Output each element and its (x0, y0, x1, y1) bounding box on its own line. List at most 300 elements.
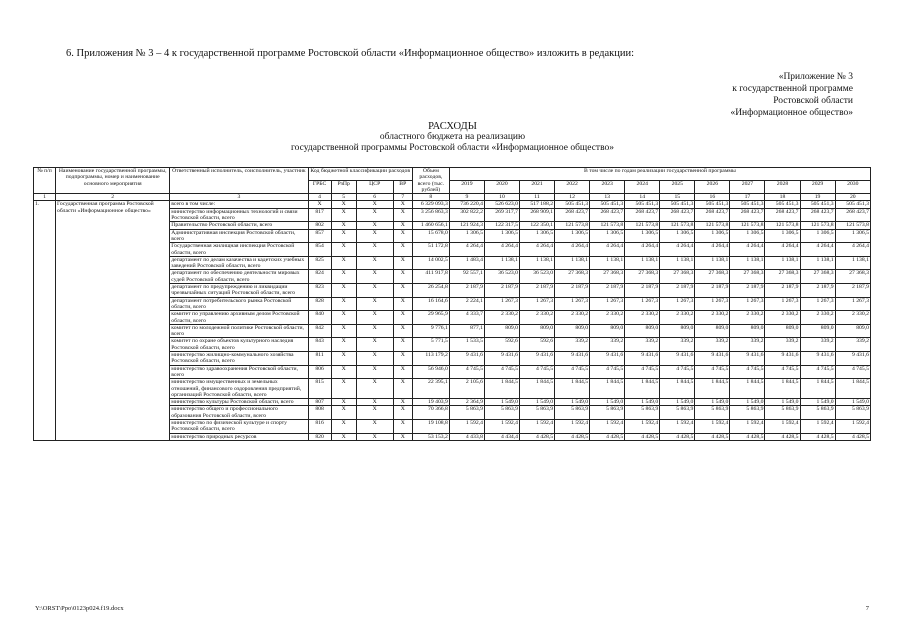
cell-rzpr: X (331, 406, 356, 420)
cell-vr: X (393, 365, 412, 379)
cell-year-value: 4 745,5 (730, 365, 765, 379)
cell-year-value: 1 306,5 (835, 229, 870, 243)
cell-year-value: 121 573,8 (765, 222, 800, 229)
cell-year-value: 339,2 (555, 338, 590, 352)
header-total: Объем расходов, всего (тыс. рублей) (412, 168, 449, 194)
cell-vr: X (393, 419, 412, 433)
cell-year-value: 9 431,6 (449, 352, 484, 366)
cell-vr: X (393, 201, 412, 208)
column-number: 16 (695, 194, 730, 201)
cell-grbs: 842 (308, 324, 331, 338)
column-number: 13 (590, 194, 625, 201)
cell-year-value: 4 428,5 (555, 433, 590, 440)
cell-year-value: 1 267,3 (555, 297, 590, 311)
cell-grbs: 802 (308, 222, 331, 229)
responsible-executor: департамент по обеспечению деятельности мировых судей Ростовской области, всего (170, 270, 308, 284)
cell-csr: X (356, 284, 393, 298)
cell-year-value: 4 428,5 (695, 433, 730, 440)
header-year: 2029 (800, 181, 835, 194)
header-year: 2023 (590, 181, 625, 194)
cell-year-value: 121 573,8 (730, 222, 765, 229)
cell-vr: X (393, 284, 412, 298)
header-year: 2019 (449, 181, 484, 194)
cell-year-value: 9 431,6 (660, 352, 695, 366)
cell-year-value: 5 863,9 (765, 406, 800, 420)
cell-year-value: 9 431,6 (625, 352, 660, 366)
cell-year-value: 1 844,5 (695, 379, 730, 399)
cell-year-value: 27 368,3 (625, 270, 660, 284)
cell-year-value: 5 863,9 (660, 406, 695, 420)
header-year: 2024 (625, 181, 660, 194)
cell-csr: X (356, 256, 393, 270)
cell-rzpr: X (331, 379, 356, 399)
cell-total: 3 256 863,3 (412, 208, 449, 222)
cell-year-value: 1 592,4 (484, 419, 519, 433)
cell-year-value: 809,0 (730, 324, 765, 338)
program-name: Государственная программа Ростовской области «Информационное общество» (56, 201, 170, 440)
cell-vr: X (393, 243, 412, 257)
cell-year-value: 2 224,1 (449, 297, 484, 311)
cell-year-value: 4 428,5 (520, 433, 555, 440)
cell-year-value: 4 264,4 (484, 243, 519, 257)
cell-year-value: 1 267,3 (625, 297, 660, 311)
cell-year-value: 122 317,5 (484, 222, 519, 229)
cell-csr: X (356, 324, 393, 338)
column-number: 10 (484, 194, 519, 201)
cell-year-value: 505 451,3 (555, 201, 590, 208)
cell-total: 411 917,8 (412, 270, 449, 284)
cell-year-value: 1 844,5 (484, 379, 519, 399)
header-code-group: Код бюджетной классификации расходов (308, 168, 412, 181)
responsible-executor: Государственная жилищная инспекция Ростовской области, всего (170, 243, 308, 257)
cell-rzpr: X (331, 284, 356, 298)
cell-year-value: 5 863,9 (730, 406, 765, 420)
cell-year-value: 1 592,4 (625, 419, 660, 433)
appendix-header (633, 71, 853, 119)
cell-total: 22 395,1 (412, 379, 449, 399)
cell-year-value: 9 431,6 (590, 352, 625, 366)
cell-year-value: 736 220,4 (449, 201, 484, 208)
cell-year-value: 9 431,6 (555, 352, 590, 366)
cell-year-value: 1 549,0 (520, 399, 555, 406)
cell-csr: X (356, 222, 393, 229)
cell-year-value: 2 330,2 (695, 311, 730, 325)
cell-year-value: 1 267,3 (660, 297, 695, 311)
document-title (0, 121, 905, 154)
cell-year-value: 2 330,2 (520, 311, 555, 325)
header-vr: ВР (393, 181, 412, 194)
responsible-executor: министерство общего и профессионального образования Ростовской области, всего (170, 406, 308, 420)
footer-file-path: Y:\ORST\Ppo\0123p024.f19.docx (35, 605, 124, 612)
cell-year-value: 1 844,5 (555, 379, 590, 399)
cell-year-value: 121 573,8 (660, 222, 695, 229)
cell-year-value: 2 187,9 (555, 284, 590, 298)
cell-year-value: 1 592,4 (660, 419, 695, 433)
cell-year-value: 4 428,5 (765, 433, 800, 440)
cell-year-value: 4 264,4 (449, 243, 484, 257)
cell-year-value: 1 306,5 (484, 229, 519, 243)
responsible-executor: министерство природных ресурсов (170, 433, 308, 440)
cell-year-value: 5 863,9 (800, 406, 835, 420)
cell-year-value: 9 431,6 (484, 352, 519, 366)
cell-vr: X (393, 324, 412, 338)
cell-year-value: 4 264,4 (765, 243, 800, 257)
header-csr: ЦСР (356, 181, 393, 194)
cell-year-value: 1 267,3 (484, 297, 519, 311)
cell-year-value: 339,2 (590, 338, 625, 352)
cell-year-value: 4 264,4 (590, 243, 625, 257)
cell-year-value: 5 863,9 (695, 406, 730, 420)
cell-year-value: 1 138,1 (660, 256, 695, 270)
column-number: 6 (356, 194, 393, 201)
header-responsible: Ответственный исполнитель, соисполнитель, участник (170, 168, 308, 194)
cell-year-value: 809,0 (625, 324, 660, 338)
header-year: 2028 (765, 181, 800, 194)
cell-rzpr: X (331, 433, 356, 440)
cell-grbs: 825 (308, 256, 331, 270)
cell-year-value: 4 745,5 (835, 365, 870, 379)
column-number: 5 (331, 194, 356, 201)
cell-grbs: 807 (308, 399, 331, 406)
cell-year-value: 2 364,9 (449, 399, 484, 406)
cell-year-value: 592,6 (520, 338, 555, 352)
cell-year-value: 92 557,1 (449, 270, 484, 284)
cell-year-value: 1 844,5 (800, 379, 835, 399)
cell-year-value: 4 745,5 (660, 365, 695, 379)
cell-year-value: 121 924,3 (449, 222, 484, 229)
cell-year-value: 1 138,1 (520, 256, 555, 270)
cell-year-value: 268 909,1 (520, 208, 555, 222)
cell-year-value: 268 423,7 (590, 208, 625, 222)
column-number: 17 (730, 194, 765, 201)
cell-year-value: 1 844,5 (590, 379, 625, 399)
cell-year-value: 4 264,4 (660, 243, 695, 257)
cell-grbs: 854 (308, 243, 331, 257)
cell-total: 113 179,2 (412, 352, 449, 366)
cell-vr: X (393, 256, 412, 270)
column-number: 8 (412, 194, 449, 201)
cell-year-value: 4 428,5 (660, 433, 695, 440)
cell-rzpr: X (331, 222, 356, 229)
cell-year-value: 592,6 (484, 338, 519, 352)
cell-year-value: 809,0 (800, 324, 835, 338)
responsible-executor: департамент по делам казачества и кадетских учебных заведений Ростовской области, всего (170, 256, 308, 270)
cell-csr: X (356, 201, 393, 208)
responsible-executor: комитет по охране объектов культурного наследия Ростовской области, всего (170, 338, 308, 352)
cell-year-value: 4 264,4 (835, 243, 870, 257)
cell-year-value: 1 306,5 (660, 229, 695, 243)
cell-year-value: 4 428,5 (625, 433, 660, 440)
header-year: 2022 (555, 181, 590, 194)
cell-year-value: 1 306,5 (449, 229, 484, 243)
cell-year-value: 4 745,5 (800, 365, 835, 379)
cell-year-value: 2 187,9 (800, 284, 835, 298)
cell-grbs: 828 (308, 297, 331, 311)
cell-csr: X (356, 352, 393, 366)
cell-total: 5 771,5 (412, 338, 449, 352)
cell-year-value: 5 863,9 (835, 406, 870, 420)
cell-year-value: 505 451,3 (730, 201, 765, 208)
cell-total: 1 460 656,1 (412, 222, 449, 229)
cell-total: 56 946,0 (412, 365, 449, 379)
cell-vr: X (393, 311, 412, 325)
cell-year-value: 9 431,6 (730, 352, 765, 366)
cell-vr: X (393, 208, 412, 222)
cell-year-value: 1 138,1 (695, 256, 730, 270)
header-year: 2025 (660, 181, 695, 194)
cell-year-value: 268 423,7 (625, 208, 660, 222)
appendix-line: «Приложение № 3 (778, 72, 853, 82)
cell-year-value: 1 267,3 (590, 297, 625, 311)
cell-csr: X (356, 399, 393, 406)
cell-rzpr: X (331, 208, 356, 222)
cell-year-value: 1 592,4 (800, 419, 835, 433)
cell-year-value: 4 264,4 (695, 243, 730, 257)
cell-year-value: 1 138,1 (484, 256, 519, 270)
cell-year-value: 2 187,9 (590, 284, 625, 298)
cell-csr: X (356, 419, 393, 433)
cell-year-value: 9 431,6 (695, 352, 730, 366)
column-number: 1 (34, 194, 56, 201)
cell-year-value: 339,2 (660, 338, 695, 352)
cell-year-value: 268 423,7 (555, 208, 590, 222)
cell-year-value: 4 745,5 (765, 365, 800, 379)
cell-year-value: 268 423,7 (695, 208, 730, 222)
cell-vr: X (393, 229, 412, 243)
cell-year-value: 36 523,0 (484, 270, 519, 284)
cell-grbs: 824 (308, 270, 331, 284)
cell-year-value: 9 431,6 (835, 352, 870, 366)
cell-year-value: 4 745,5 (695, 365, 730, 379)
responsible-executor: министерство жилищно-коммунального хозяйства Ростовской области, всего (170, 352, 308, 366)
cell-year-value: 1 592,4 (765, 419, 800, 433)
column-number: 11 (520, 194, 555, 201)
cell-csr: X (356, 338, 393, 352)
cell-rzpr: X (331, 256, 356, 270)
budget-table (33, 167, 871, 441)
responsible-executor: министерство информационных технологий и связи Ростовской области, всего (170, 208, 308, 222)
cell-year-value: 2 187,9 (765, 284, 800, 298)
cell-year-value: 4 434,4 (484, 433, 519, 440)
cell-total: 6 329 093,3 (412, 201, 449, 208)
cell-rzpr: X (331, 297, 356, 311)
cell-grbs: 806 (308, 365, 331, 379)
cell-rzpr: X (331, 243, 356, 257)
cell-csr: X (356, 365, 393, 379)
cell-year-value: 27 368,3 (555, 270, 590, 284)
column-number: 9 (449, 194, 484, 201)
cell-year-value: 4 433,8 (449, 433, 484, 440)
cell-year-value: 1 549,0 (484, 399, 519, 406)
responsible-executor: департамент по предупреждению и ликвидации чрезвычайных ситуаций Ростовской области, всего (170, 284, 308, 298)
cell-year-value: 809,0 (520, 324, 555, 338)
cell-year-value: 339,2 (730, 338, 765, 352)
cell-rzpr: X (331, 324, 356, 338)
cell-year-value: 268 423,7 (660, 208, 695, 222)
cell-grbs: 840 (308, 311, 331, 325)
cell-year-value: 1 592,4 (449, 419, 484, 433)
column-numbers-row (34, 194, 871, 201)
cell-year-value: 1 844,5 (520, 379, 555, 399)
cell-year-value: 505 451,3 (765, 201, 800, 208)
responsible-executor: министерство имущественных и земельных отношений, финансового оздоровления предприятий, организаций Ростовской области, всего (170, 379, 308, 399)
cell-vr: X (393, 406, 412, 420)
appendix-line: Ростовской области (773, 96, 853, 106)
cell-year-value: 4 264,4 (520, 243, 555, 257)
cell-year-value: 1 267,3 (800, 297, 835, 311)
cell-vr: X (393, 297, 412, 311)
cell-year-value: 4 428,5 (835, 433, 870, 440)
cell-year-value: 2 187,9 (625, 284, 660, 298)
cell-year-value: 27 368,3 (800, 270, 835, 284)
cell-total: 51 172,8 (412, 243, 449, 257)
cell-year-value: 2 187,9 (449, 284, 484, 298)
responsible-executor: комитет по управлению архивным делом Ростовской области, всего (170, 311, 308, 325)
cell-vr: X (393, 352, 412, 366)
cell-year-value: 27 368,3 (730, 270, 765, 284)
cell-year-value: 505 451,3 (695, 201, 730, 208)
cell-year-value: 2 187,9 (835, 284, 870, 298)
cell-year-value: 2 330,2 (555, 311, 590, 325)
cell-year-value: 1 306,5 (520, 229, 555, 243)
responsible-executor: министерство здравоохранения Ростовской области, всего (170, 365, 308, 379)
cell-year-value: 5 863,9 (484, 406, 519, 420)
header-rzpr: РзПр (331, 181, 356, 194)
cell-year-value: 1 592,4 (555, 419, 590, 433)
cell-year-value: 2 330,2 (765, 311, 800, 325)
column-number: 15 (660, 194, 695, 201)
cell-year-value: 4 745,5 (484, 365, 519, 379)
column-number: 20 (835, 194, 870, 201)
cell-year-value: 5 863,9 (520, 406, 555, 420)
cell-csr: X (356, 208, 393, 222)
cell-total: 15 678,0 (412, 229, 449, 243)
cell-year-value: 339,2 (835, 338, 870, 352)
cell-year-value: 1 549,0 (625, 399, 660, 406)
column-number: 3 (170, 194, 308, 201)
cell-year-value: 27 368,3 (695, 270, 730, 284)
cell-vr: X (393, 399, 412, 406)
header-year: 2021 (520, 181, 555, 194)
cell-year-value: 121 573,8 (555, 222, 590, 229)
cell-rzpr: X (331, 365, 356, 379)
cell-year-value: 27 368,3 (660, 270, 695, 284)
cell-grbs: 816 (308, 419, 331, 433)
cell-vr: X (393, 379, 412, 399)
cell-grbs: X (308, 201, 331, 208)
cell-total: 53 153,2 (412, 433, 449, 440)
cell-year-value: 4 745,5 (590, 365, 625, 379)
cell-total: 19 108,8 (412, 419, 449, 433)
responsible-executor: Административная инспекция Ростовской области, всего (170, 229, 308, 243)
cell-year-value: 1 592,4 (835, 419, 870, 433)
cell-csr: X (356, 311, 393, 325)
title-line-3: государственной программы Ростовской области «Информационное общество» (290, 143, 614, 153)
cell-year-value: 27 368,3 (835, 270, 870, 284)
cell-year-value: 517 188,2 (520, 201, 555, 208)
cell-year-value: 1 138,1 (835, 256, 870, 270)
cell-year-value: 1 592,4 (695, 419, 730, 433)
intro-text: 6. Приложения № 3 – 4 к государственной программе Ростовской области «Информационное общество» изложить в редакции: (66, 48, 634, 59)
cell-year-value: 9 431,6 (765, 352, 800, 366)
cell-year-value: 505 451,3 (835, 201, 870, 208)
cell-year-value: 268 423,7 (835, 208, 870, 222)
cell-year-value: 1 483,4 (449, 256, 484, 270)
cell-year-value: 2 330,2 (660, 311, 695, 325)
cell-year-value: 2 330,2 (590, 311, 625, 325)
cell-rzpr: X (331, 419, 356, 433)
cell-rzpr: X (331, 311, 356, 325)
responsible-executor: министерство культуры Ростовской области, всего (170, 399, 308, 406)
cell-rzpr: X (331, 338, 356, 352)
cell-year-value: 2 330,2 (730, 311, 765, 325)
cell-grbs: 817 (308, 208, 331, 222)
cell-year-value: 1 592,4 (520, 419, 555, 433)
header-year: 2026 (695, 181, 730, 194)
column-number: 18 (765, 194, 800, 201)
header-grbs: ГРБС (308, 181, 331, 194)
cell-year-value: 2 187,9 (520, 284, 555, 298)
cell-year-value: 4 264,4 (730, 243, 765, 257)
cell-year-value: 27 368,3 (765, 270, 800, 284)
cell-year-value: 4 264,4 (555, 243, 590, 257)
column-number: 2 (56, 194, 170, 201)
cell-year-value: 121 573,8 (835, 222, 870, 229)
cell-total: 14 002,5 (412, 256, 449, 270)
cell-year-value: 1 138,1 (765, 256, 800, 270)
cell-year-value: 2 330,2 (625, 311, 660, 325)
cell-year-value: 1 267,3 (520, 297, 555, 311)
cell-year-value: 339,2 (695, 338, 730, 352)
cell-year-value: 121 573,8 (800, 222, 835, 229)
cell-year-value: 1 549,0 (800, 399, 835, 406)
cell-grbs: 820 (308, 433, 331, 440)
cell-year-value: 2 330,2 (800, 311, 835, 325)
cell-vr: X (393, 433, 412, 440)
cell-year-value: 1 306,5 (625, 229, 660, 243)
appendix-line: «Информационное общество» (730, 108, 853, 118)
cell-year-value: 4 428,5 (730, 433, 765, 440)
cell-year-value: 1 267,3 (730, 297, 765, 311)
cell-year-value: 1 306,5 (730, 229, 765, 243)
cell-vr: X (393, 338, 412, 352)
cell-total: 70 366,8 (412, 406, 449, 420)
cell-year-value: 268 423,7 (765, 208, 800, 222)
cell-year-value: 1 592,4 (590, 419, 625, 433)
cell-year-value: 4 428,5 (800, 433, 835, 440)
cell-year-value: 1 533,5 (449, 338, 484, 352)
cell-year-value: 1 306,5 (695, 229, 730, 243)
cell-year-value: 2 330,2 (484, 311, 519, 325)
column-number: 19 (800, 194, 835, 201)
cell-year-value: 1 549,0 (555, 399, 590, 406)
column-number: 7 (393, 194, 412, 201)
cell-year-value: 505 451,3 (625, 201, 660, 208)
responsible-executor: комитет по молодежной политике Ростовской области, всего (170, 324, 308, 338)
cell-year-value: 269 317,7 (484, 208, 519, 222)
cell-year-value: 121 573,8 (590, 222, 625, 229)
cell-year-value: 27 368,3 (590, 270, 625, 284)
cell-vr: X (393, 222, 412, 229)
cell-year-value: 339,2 (765, 338, 800, 352)
cell-total: 26 254,8 (412, 284, 449, 298)
cell-year-value: 302 822,2 (449, 208, 484, 222)
appendix-line: к государственной программе (732, 84, 853, 94)
cell-year-value: 4 745,5 (555, 365, 590, 379)
cell-year-value: 4 264,4 (625, 243, 660, 257)
cell-grbs: 815 (308, 379, 331, 399)
cell-year-value: 877,1 (449, 324, 484, 338)
